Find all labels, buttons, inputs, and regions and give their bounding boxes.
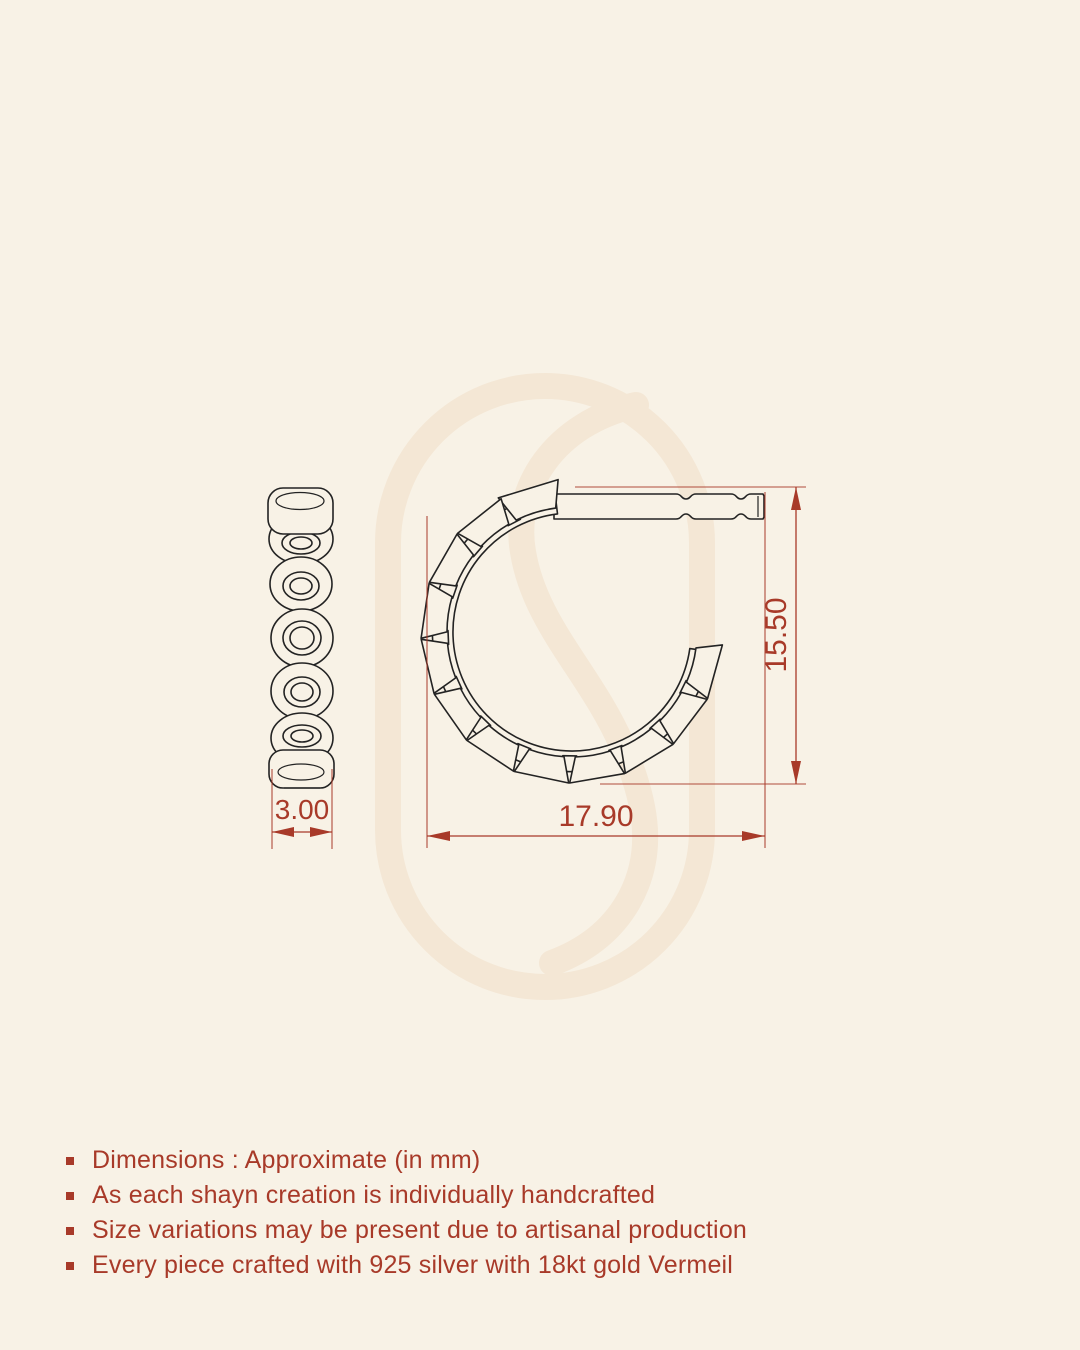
dimension-label-width: 17.90 bbox=[558, 800, 634, 833]
note-item bbox=[66, 1218, 1026, 1243]
arrow-down-icon bbox=[791, 761, 801, 784]
note-item bbox=[66, 1253, 1026, 1278]
note-text: Size variations may be present due to artisanal production bbox=[92, 1216, 748, 1244]
note-item bbox=[66, 1183, 1026, 1208]
arrow-left-icon bbox=[272, 827, 294, 837]
dimension-label-height: 15.50 bbox=[760, 597, 793, 673]
side-profile-drawing bbox=[268, 488, 334, 788]
dimension-label-side-width: 3.00 bbox=[274, 794, 330, 825]
bullet-square-icon bbox=[66, 1192, 74, 1200]
notes-list bbox=[66, 1148, 1026, 1288]
bullet-square-icon bbox=[66, 1157, 74, 1165]
note-item bbox=[66, 1148, 1026, 1173]
arrow-up-icon bbox=[791, 487, 801, 510]
arrow-right-icon bbox=[310, 827, 332, 837]
hoop-earring-drawing bbox=[421, 480, 722, 783]
bullet-square-icon bbox=[66, 1262, 74, 1270]
note-text: Dimensions : Approximate (in mm) bbox=[92, 1146, 481, 1174]
note-text: As each shayn creation is individually handcrafted bbox=[92, 1181, 656, 1209]
arrow-left-icon bbox=[427, 831, 450, 841]
earring-post-drawing bbox=[554, 494, 764, 519]
arrow-right-icon bbox=[742, 831, 765, 841]
note-text: Every piece crafted with 925 silver with 18kt gold Vermeil bbox=[92, 1251, 734, 1279]
bullet-square-icon bbox=[66, 1227, 74, 1235]
